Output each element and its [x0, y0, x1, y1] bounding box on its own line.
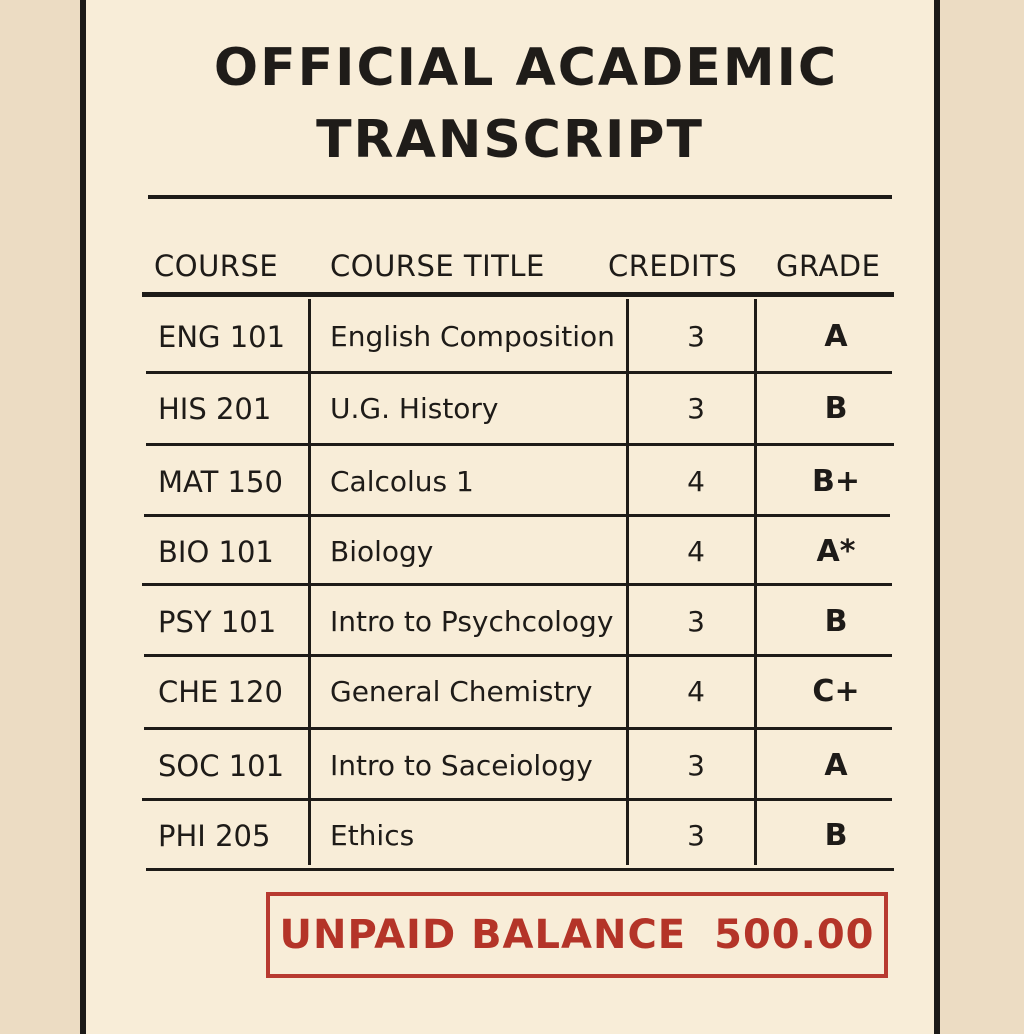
table-row [86, 517, 934, 587]
header-divider [142, 292, 894, 297]
row-divider [142, 583, 892, 586]
course-title: English Composition [330, 320, 615, 353]
row-divider [144, 727, 892, 730]
course-grade: A [824, 319, 848, 354]
document-title-line2: TRANSCRIPT [316, 110, 704, 170]
course-grade: A* [816, 534, 856, 569]
title-divider [148, 195, 892, 199]
course-title: Biology [330, 535, 434, 568]
row-divider [146, 443, 894, 446]
stamp-amount: 500.00 [714, 912, 875, 958]
table-row [86, 801, 934, 871]
course-code: MAT 150 [158, 465, 283, 499]
course-credits: 3 [687, 392, 705, 425]
header-grade: GRADE [776, 249, 881, 283]
transcript-document [80, 0, 940, 1034]
course-code: PHI 205 [158, 819, 271, 853]
header-credits: CREDITS [608, 249, 738, 283]
course-title: Intro to Saceiology [330, 749, 593, 782]
course-code: PSY 101 [158, 605, 277, 639]
table-row [86, 302, 934, 372]
course-title: General Chemistry [330, 675, 593, 708]
course-title: Intro to Psychcology [330, 605, 614, 638]
course-code: ENG 101 [158, 320, 286, 354]
course-title: Ethics [330, 819, 415, 852]
course-code: BIO 101 [158, 535, 274, 569]
course-grade: B+ [811, 464, 860, 499]
course-code: SOC 101 [158, 749, 285, 783]
course-credits: 3 [687, 605, 705, 638]
course-grade: C+ [812, 674, 860, 709]
table-row [86, 587, 934, 657]
course-credits: 3 [687, 749, 705, 782]
course-grade: B [824, 391, 848, 426]
document-title-line1: OFFICIAL ACADEMIC [213, 38, 839, 98]
table-bottom-rule [146, 868, 894, 871]
unpaid-balance-stamp [266, 892, 888, 978]
stamp-label: UNPAID BALANCE [279, 912, 687, 958]
course-grade: B [824, 818, 848, 853]
course-title: Calcolus 1 [330, 465, 474, 498]
course-credits: 4 [687, 535, 705, 568]
course-title: U.G. History [330, 392, 499, 425]
course-credits: 4 [687, 675, 705, 708]
course-grade: B [824, 604, 848, 639]
header-course: COURSE [154, 249, 279, 283]
table-row [86, 657, 934, 727]
course-credits: 3 [687, 819, 705, 852]
table-row [86, 374, 934, 444]
table-row [86, 731, 934, 801]
course-code: HIS 201 [158, 392, 272, 426]
table-row [86, 447, 934, 517]
course-code: CHE 120 [158, 675, 283, 709]
course-grade: A [824, 748, 848, 783]
course-credits: 3 [687, 320, 705, 353]
header-course-title: COURSE TITLE [330, 249, 545, 283]
course-credits: 4 [687, 465, 705, 498]
